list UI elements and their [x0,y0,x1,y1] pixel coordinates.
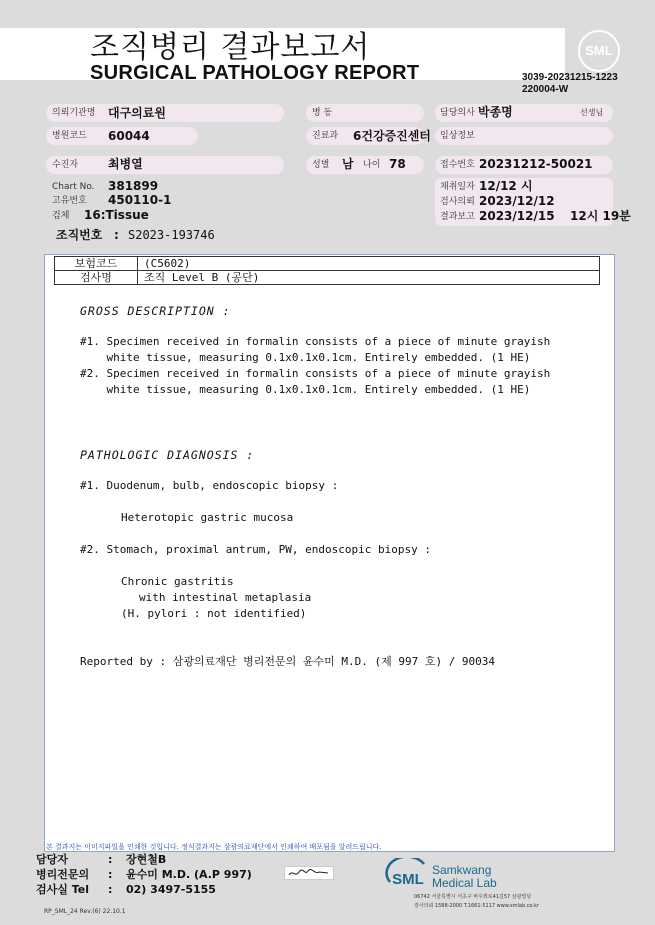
clinical-info-label: 임상정보 [440,131,475,141]
tissue-no-sep: : [114,228,119,242]
diagnosis-2-site: #2. Stomach, proximal antrum, PW, endoscopic biopsy : [80,543,431,556]
diagnosis-2-finding: Chronic gastritis [121,575,234,588]
sml-brand-logo [384,858,432,892]
lab-tel-sep: : [108,883,113,896]
chart-label: Chart No. [52,182,95,192]
info-table [54,256,600,285]
report-title-korean: 조직병리 결과보고서 [90,30,371,65]
requesting-org-label: 의뢰기관명 [52,108,96,118]
chart-value: 381899 [108,179,159,193]
staff-value: 장현철B [126,853,167,866]
signature-image [284,866,334,880]
diagnosis-2-detail: with intestinal metaplasia [139,591,312,604]
age-value: 78 [389,157,406,171]
pathologist-label: 병리전문의 [36,868,90,881]
report-time-value: 12시 19분 [570,209,631,223]
unique-no-value: 450110-1 [108,193,172,207]
pathologist-value: 윤수미 M.D. (A.P 997) [126,868,252,881]
report-title-english: SURGICAL PATHOLOGY REPORT [90,62,420,84]
staff-label: 담당자 [36,853,68,866]
gross-item-2: #2. Specimen received in formalin consists of a piece of minute grayish white tissue, measuring 0.1x0.1x0.1cm. Entirely embedded. (1 HE) [80,367,551,396]
request-label: 검사의뢰 [440,197,475,207]
lab-tel-value: 02) 3497-5155 [126,883,216,896]
patient-field [46,156,284,174]
sml-logo: SML [578,30,620,72]
specimen-label: 검체 [52,211,70,221]
report-date-label: 결과보고 [440,212,475,222]
requesting-org-value: 대구의료원 [108,106,166,120]
department-value: 6건강증진센터 [353,129,431,143]
brand-address: 06742 서울특별시 서초구 바우뫼로41길57 삼광빌딩 [414,894,532,900]
table-row [55,271,600,285]
collection-value: 12/12 시 [479,179,533,193]
accession-value: 20231212-50021 [479,157,593,171]
report-id: 3039-20231215-1223 220004-W [522,72,618,95]
specimen-value: 16:Tissue [84,208,149,222]
request-value: 2023/12/12 [479,194,555,208]
brand-contact: 검사의뢰 1588-2000 T.1661-5117 www.smlab.co.kr [414,903,539,909]
diagnosis-2-hpylori: (H. pylori : not identified) [121,607,307,620]
pathologist-sep: : [108,868,113,881]
report-date-value: 2023/12/15 [479,209,555,223]
physician-suffix: 선생님 [580,108,604,117]
physician-value: 박종명 [478,105,513,119]
test-name-label: 검사명 [55,271,138,285]
patient-name: 최병열 [108,157,143,171]
insurance-code-value: (C5602) [138,257,600,271]
lab-tel-label: 검사실 Tel [36,883,89,896]
reported-by: Reported by : 삼광의료재단 병리전문의 윤수미 M.D. (제 997 호) / 90034 [80,655,496,668]
sex-label: 성별 [312,160,330,170]
tissue-no-label: 조직번호 [56,228,103,242]
test-name-value: 조직 Level B (공단) [138,271,600,285]
tissue-no-value: S2023-193746 [128,228,215,242]
staff-sep: : [108,853,113,866]
image-print-notice: 본 결과지는 이미지파일을 인쇄한 것입니다. 정식결과지는 삼광의료재단에서 인쇄하여 배포됨을 알려드립니다. [46,843,382,851]
physician-label: 담당의사 [440,108,475,118]
diagnosis-1-site: #1. Duodenum, bulb, endoscopic biopsy : [80,479,339,492]
insurance-code-label: 보험코드 [55,257,138,271]
sex-value: 남 [342,157,354,171]
gross-heading: GROSS DESCRIPTION : [80,304,231,318]
collection-label: 채취일자 [440,182,475,192]
patient-label: 수진자 [52,160,79,170]
diagnosis-heading: PATHOLOGIC DIAGNOSIS : [80,448,255,462]
ward-label: 병 동 [312,108,333,118]
svg-text:SML: SML [392,871,424,888]
brand-name: Samkwang Medical Lab [432,863,497,890]
table-row [55,257,600,271]
form-number: RP_SML_24 Rev.(6) 22.10.1 [44,908,126,915]
hospital-code-label: 병원코드 [52,131,87,141]
accession-label: 접수번호 [440,160,475,170]
gross-item-1: #1. Specimen received in formalin consists of a piece of minute grayish white tissue, measuring 0.1x0.1x0.1cm. Entirely embedded. (1 HE) [80,335,551,364]
age-label: 나이 [363,160,381,170]
diagnosis-1-finding: Heterotopic gastric mucosa [121,511,294,524]
hospital-code-value: 60044 [108,129,150,143]
department-label: 진료과 [312,131,339,141]
unique-no-label: 고유번호 [52,196,87,206]
